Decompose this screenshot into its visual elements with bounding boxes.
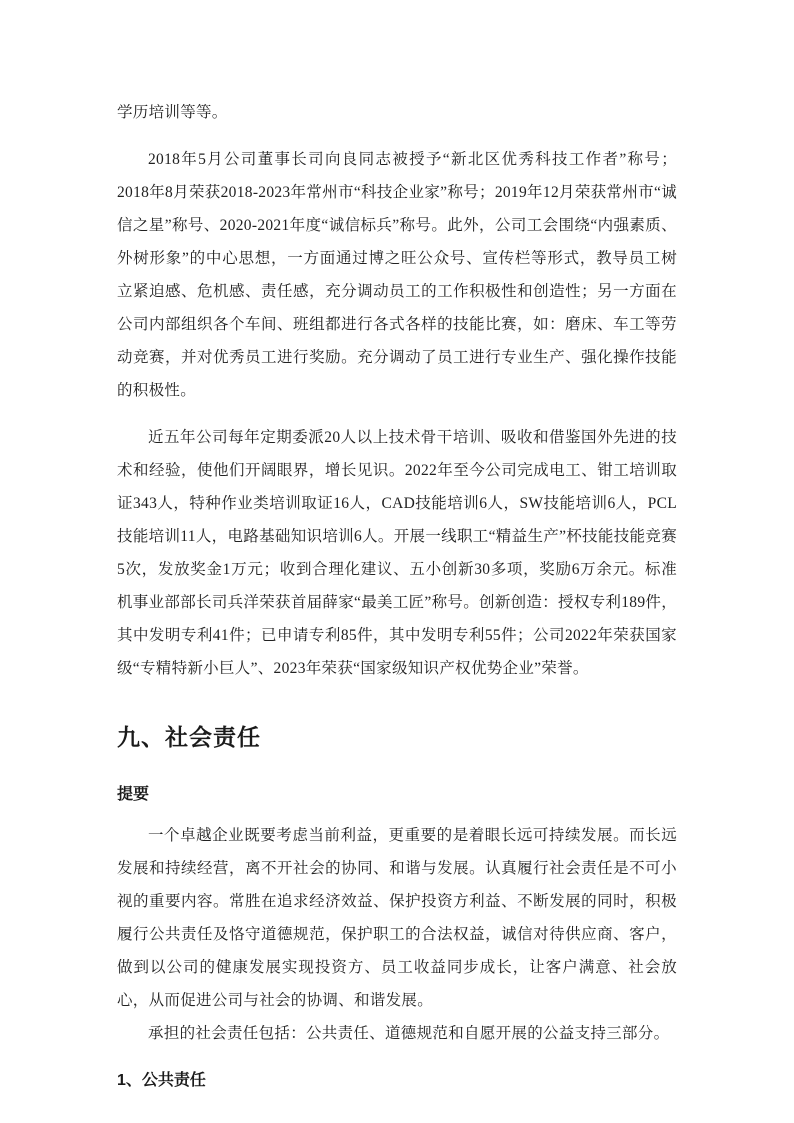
section-heading-social-responsibility: 九、社会责任 xyxy=(117,724,261,750)
paragraph-honors: 2018年5月公司董事长司向良同志被授予“新北区优秀科技工作者”称号；2018年8月荣获2018-2023年常州市“科技企业家”称号；2019年12月荣获常州市“诚信之星”称号、2020-2021年度“诚信标兵”称号。此外，公司工会围绕“内强素质、外树形象”的中心思想，一方面通过博之旺公众号、宣传栏等形式，教导员工树立紧迫感、危机感、责任感，充分调动员工的工作积极性和创造性；另一方面在公司内部组织各个车间、班组都进行各式各样的技能比赛，如：磨床、车工等劳动竞赛，并对优秀员工进行奖励。充分调动了员工进行专业生产、强化操作技能的积极性。 xyxy=(117,151,677,399)
subheading-public-responsibility: 1、公共责任 xyxy=(117,1072,206,1089)
paragraph-responsibility-scope: 承担的社会责任包括：公共责任、道德规范和自愿开展的公益支持三部分。 xyxy=(148,1025,670,1042)
paragraph-continuation: 学历培训等等。 xyxy=(117,104,228,121)
paragraph-training-achievements: 近五年公司每年定期委派20人以上技术骨干培训、吸收和借鉴国外先进的技术和经验，使他们开阔眼界，增长见识。2022年至今公司完成电工、钳工培训取证343人，特种作业类培训取证16人，CAD技能培训6人，SW技能培训6人，PCL技能培训11人，电路基础知识培训6人。开展一线职工“精益生产”杯技能技能竞赛5次，发放奖金1万元；收到合理化建议、五小创新30多项，奖励6万余元。标准机事业部部长司兵洋荣获首届薛家“最美工匠”称号。创新创造：授权专利189件，其中发明专利41件；已申请专利85件，其中发明专利55件；公司2022年荣获国家级“专精特新小巨人”、2023年荣获“国家级知识产权优势企业”荣誉。 xyxy=(117,429,677,677)
paragraph-summary-body: 一个卓越企业既要考虑当前利益，更重要的是着眼长远可持续发展。而长远发展和持续经营，离不开社会的协同、和谐与发展。认真履行社会责任是不可小视的重要内容。常胜在追求经济效益、保护投资方利益、不断发展的同时，积极履行公共责任及恪守道德规范，保护职工的合法权益，诚信对待供应商、客户，做到以公司的健康发展实现投资方、员工收益同步成长，让客户满意、社会放心，从而促进公司与社会的协调、和谐发展。 xyxy=(117,827,677,1009)
subheading-summary: 提要 xyxy=(117,786,150,803)
